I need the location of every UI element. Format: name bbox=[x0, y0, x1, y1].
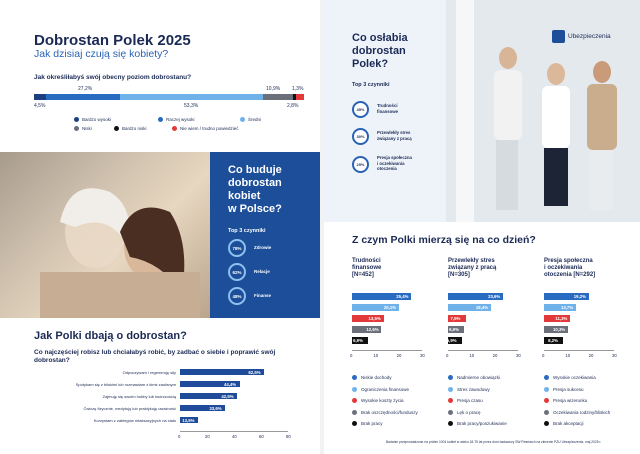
bar-value-label: 19,2% bbox=[573, 294, 586, 299]
legend-label: Presja sukcesu bbox=[553, 386, 584, 392]
ring-trudnosci: 45% bbox=[352, 101, 369, 118]
bar-category-label: Zajmuję się swoim hobby lub twórczością bbox=[102, 393, 176, 399]
brand-logo: Ubezpieczenia bbox=[552, 30, 611, 43]
section-heading: Z czym Polki mierzą się na co dzień? bbox=[352, 234, 536, 246]
x-tick-label: 20 bbox=[492, 353, 498, 358]
ring-relacje: 62% bbox=[228, 263, 246, 281]
ring-label: Relacje bbox=[254, 269, 270, 274]
legend-dot bbox=[114, 126, 119, 131]
legend-dot bbox=[448, 421, 453, 426]
legend-dot bbox=[544, 375, 549, 380]
label-raczej-wysoki: 27,2% bbox=[78, 86, 93, 92]
legend-label: Brak akceptacji bbox=[553, 421, 584, 426]
ring-label: Przewlekły stres związany z pracą bbox=[377, 130, 412, 141]
x-axis bbox=[352, 350, 422, 351]
column-title: Trudności finansowe [N=452] bbox=[352, 258, 382, 278]
x-tick-label: 0 bbox=[350, 353, 353, 358]
bar-value-label: 23,6% bbox=[488, 294, 501, 299]
label-niski: 10,9% bbox=[266, 86, 281, 92]
bar-value-label: 62,5% bbox=[248, 369, 261, 375]
legend-item: Bardzo wysoki bbox=[74, 117, 111, 122]
panel-heading: Co buduje dobrostan kobiet w Polsce? bbox=[228, 164, 282, 215]
x-tick-label: 20 bbox=[588, 353, 594, 358]
bar-category-label: Spotykam się z bliskimi lub rozmawiam z kimś zaufanym bbox=[75, 381, 176, 387]
right-page bbox=[324, 0, 640, 454]
bar-value-label: 25,4% bbox=[396, 294, 409, 299]
brand-icon bbox=[552, 30, 565, 43]
legend-label: Oczekiwania rodziny/bliskich bbox=[553, 409, 611, 415]
legend-label: Brak oszczędności/funduszy bbox=[361, 409, 418, 415]
bar-value-label: 10,3% bbox=[553, 327, 566, 332]
legend-label: Presja wizerunku bbox=[553, 398, 588, 403]
x-tick-label: 20 bbox=[396, 353, 402, 358]
legend-dot bbox=[74, 126, 79, 131]
legend-label: Wysokie oczekiwania bbox=[553, 375, 596, 380]
legend-dot bbox=[448, 375, 453, 380]
legend-item: Niski bbox=[74, 126, 92, 131]
label-bardzo-niski: 1,3% bbox=[292, 86, 304, 92]
legend-item bbox=[448, 398, 536, 403]
bar-value-label: 42,5% bbox=[221, 393, 234, 399]
legend-dot bbox=[544, 387, 549, 392]
legend-dot bbox=[352, 421, 357, 426]
ring-label: Zdrowie bbox=[254, 245, 272, 250]
question-selfcare: Co najczęściej robisz lub chciałabyś robić, by zadbać o siebie i poprawić swój dobrostan? bbox=[34, 349, 276, 364]
page-title: Dobrostan Polek 2025 bbox=[34, 32, 191, 49]
bar-category-label: Korzystam z zabiegów relaksacyjnych na ciało bbox=[93, 417, 176, 423]
legend-dot bbox=[448, 387, 453, 392]
legend-item bbox=[544, 375, 632, 380]
bar-value-label: 6,9% bbox=[449, 327, 459, 332]
ring-zdrowie: 78% bbox=[228, 239, 246, 257]
photo-illustration bbox=[0, 152, 215, 318]
x-tick-label: 60 bbox=[259, 434, 264, 439]
bar-value-label: 18,4% bbox=[475, 305, 489, 310]
column-title: Presja społeczna i oczekiwania otoczenia [N=292] bbox=[544, 258, 596, 278]
question-wellbeing: Jak określiłabyś swój obecny poziom dobrostanu? bbox=[34, 74, 192, 81]
legend-label: Wysokie koszty życia bbox=[361, 398, 404, 403]
legend-dot bbox=[544, 421, 549, 426]
bar-value-label: 5,9% bbox=[446, 338, 457, 343]
legend-item: Raczej wysoki bbox=[158, 117, 195, 122]
x-axis bbox=[448, 350, 518, 351]
bar-value-label: 13,5% bbox=[182, 417, 195, 423]
weakens-heading: Co osłabia dobrostan Polek? bbox=[352, 32, 408, 70]
footer-note: Badanie przeprowadzone na próbie 1004 kobiet w wieku 18-75 lat przez dom badawczy SW Research na zlecenie PZU Ubezpieczenia, maj 2025 r. bbox=[386, 440, 602, 444]
legend-label: Presja czasu bbox=[457, 398, 483, 403]
stack-segment bbox=[296, 94, 304, 100]
x-tick-label: 30 bbox=[612, 353, 617, 358]
legend-dot bbox=[172, 126, 177, 131]
legend-dot bbox=[352, 410, 357, 415]
bar-value-label: 8,2% bbox=[548, 338, 558, 343]
legend-label: Brak pracy bbox=[361, 421, 383, 426]
section-heading: Jak Polki dbają o dobrostan? bbox=[34, 330, 187, 342]
legend-label: Brak pracy/poszukiwanie bbox=[457, 421, 507, 426]
panel-top3-label: Top 3 czynniki bbox=[228, 228, 266, 234]
x-tick-label: 0 bbox=[178, 434, 181, 439]
stack-segment bbox=[263, 94, 292, 100]
stack-segment bbox=[34, 94, 46, 100]
legend-item bbox=[544, 387, 632, 392]
stack-segment bbox=[120, 94, 264, 100]
legend-dot bbox=[544, 398, 549, 403]
legend-dot bbox=[448, 398, 453, 403]
legend-dot bbox=[448, 410, 453, 415]
x-axis bbox=[544, 350, 614, 351]
x-axis bbox=[180, 431, 288, 432]
label-bardzo-wysoki: 4,5% bbox=[34, 103, 46, 109]
legend-item bbox=[544, 410, 632, 415]
legend-label: Niskie dochody bbox=[361, 375, 392, 380]
x-tick-label: 40 bbox=[232, 434, 237, 439]
wellbeing-stacked-bar bbox=[34, 94, 304, 100]
ring-finanse: 48% bbox=[228, 287, 246, 305]
x-tick-label: 80 bbox=[286, 434, 291, 439]
label-sredni: 53,3% bbox=[184, 103, 199, 109]
legend-item bbox=[352, 387, 440, 392]
legend-item bbox=[448, 387, 536, 392]
bar-value-label: 13,5% bbox=[368, 316, 381, 321]
bar-category-label: Ćwiczę fizycznie, medytuję lub praktykuję uważność bbox=[83, 405, 176, 411]
legend-item bbox=[448, 410, 536, 415]
ring-presja: 29% bbox=[352, 156, 369, 173]
legend-label: Stres zawodowy bbox=[457, 386, 490, 392]
legend-dot bbox=[352, 398, 357, 403]
legend-item: Bardzo niski bbox=[114, 126, 147, 131]
legend-dot bbox=[158, 117, 163, 122]
x-tick-label: 10 bbox=[373, 353, 379, 358]
legend-label: Lęk o pracę bbox=[457, 409, 481, 415]
legend-item bbox=[544, 421, 632, 426]
bar-value-label: 11,3% bbox=[555, 316, 568, 321]
x-tick-label: 10 bbox=[469, 353, 475, 358]
legend-dot bbox=[74, 117, 79, 122]
x-tick-label: 10 bbox=[565, 353, 571, 358]
label-nie-wiem: 2,8% bbox=[287, 103, 299, 109]
bar-value-label: 44,4% bbox=[223, 381, 237, 387]
top3-label: Top 3 czynniki bbox=[352, 82, 390, 88]
bar-value-label: 13,7% bbox=[560, 305, 574, 310]
x-tick-label: 0 bbox=[446, 353, 449, 358]
legend-item: Średni bbox=[240, 117, 261, 122]
ring-label: Trudności finansowe bbox=[377, 103, 399, 114]
legend-dot bbox=[544, 410, 549, 415]
legend-dot bbox=[240, 117, 245, 122]
photo-mother-daughter bbox=[0, 152, 215, 318]
column-title: Przewlekły stres związany z pracą [N=305] bbox=[448, 258, 497, 278]
bar-value-label: 7,5% bbox=[450, 316, 461, 321]
ring-label: Presja społeczna i oczekiwania otoczenia bbox=[377, 155, 412, 171]
ring-label: Finanse bbox=[254, 293, 272, 298]
legend-label: Ograniczenia finansowe bbox=[361, 386, 410, 392]
legend-item bbox=[544, 398, 632, 403]
bar-value-label: 33,6% bbox=[209, 405, 222, 411]
x-tick-label: 0 bbox=[542, 353, 545, 358]
legend-item: Nie wiem / trudno powiedzieć bbox=[172, 126, 239, 131]
legend-label: Nadmierne obowiązki bbox=[457, 375, 501, 380]
bar-value-label: 6,9% bbox=[353, 338, 363, 343]
legend-item bbox=[352, 421, 440, 426]
x-tick-label: 20 bbox=[205, 434, 210, 439]
factors-panel bbox=[210, 152, 320, 318]
bar-value-label: 20,1% bbox=[383, 305, 397, 310]
legend-item bbox=[352, 398, 440, 403]
page-subtitle: Jak dzisiaj czują się kobiety? bbox=[34, 48, 169, 60]
bar-value-label: 12,6% bbox=[366, 327, 379, 332]
legend-dot bbox=[352, 387, 357, 392]
legend-item bbox=[448, 375, 536, 380]
ring-stres: 30% bbox=[352, 128, 369, 145]
x-tick-label: 30 bbox=[420, 353, 425, 358]
x-tick-label: 30 bbox=[516, 353, 521, 358]
stack-segment bbox=[46, 94, 119, 100]
legend-item bbox=[352, 410, 440, 415]
legend-item bbox=[448, 421, 536, 426]
bar-category-label: Odpoczywam i regeneruję siły bbox=[122, 369, 176, 375]
legend-dot bbox=[352, 375, 357, 380]
legend-item bbox=[352, 375, 440, 380]
